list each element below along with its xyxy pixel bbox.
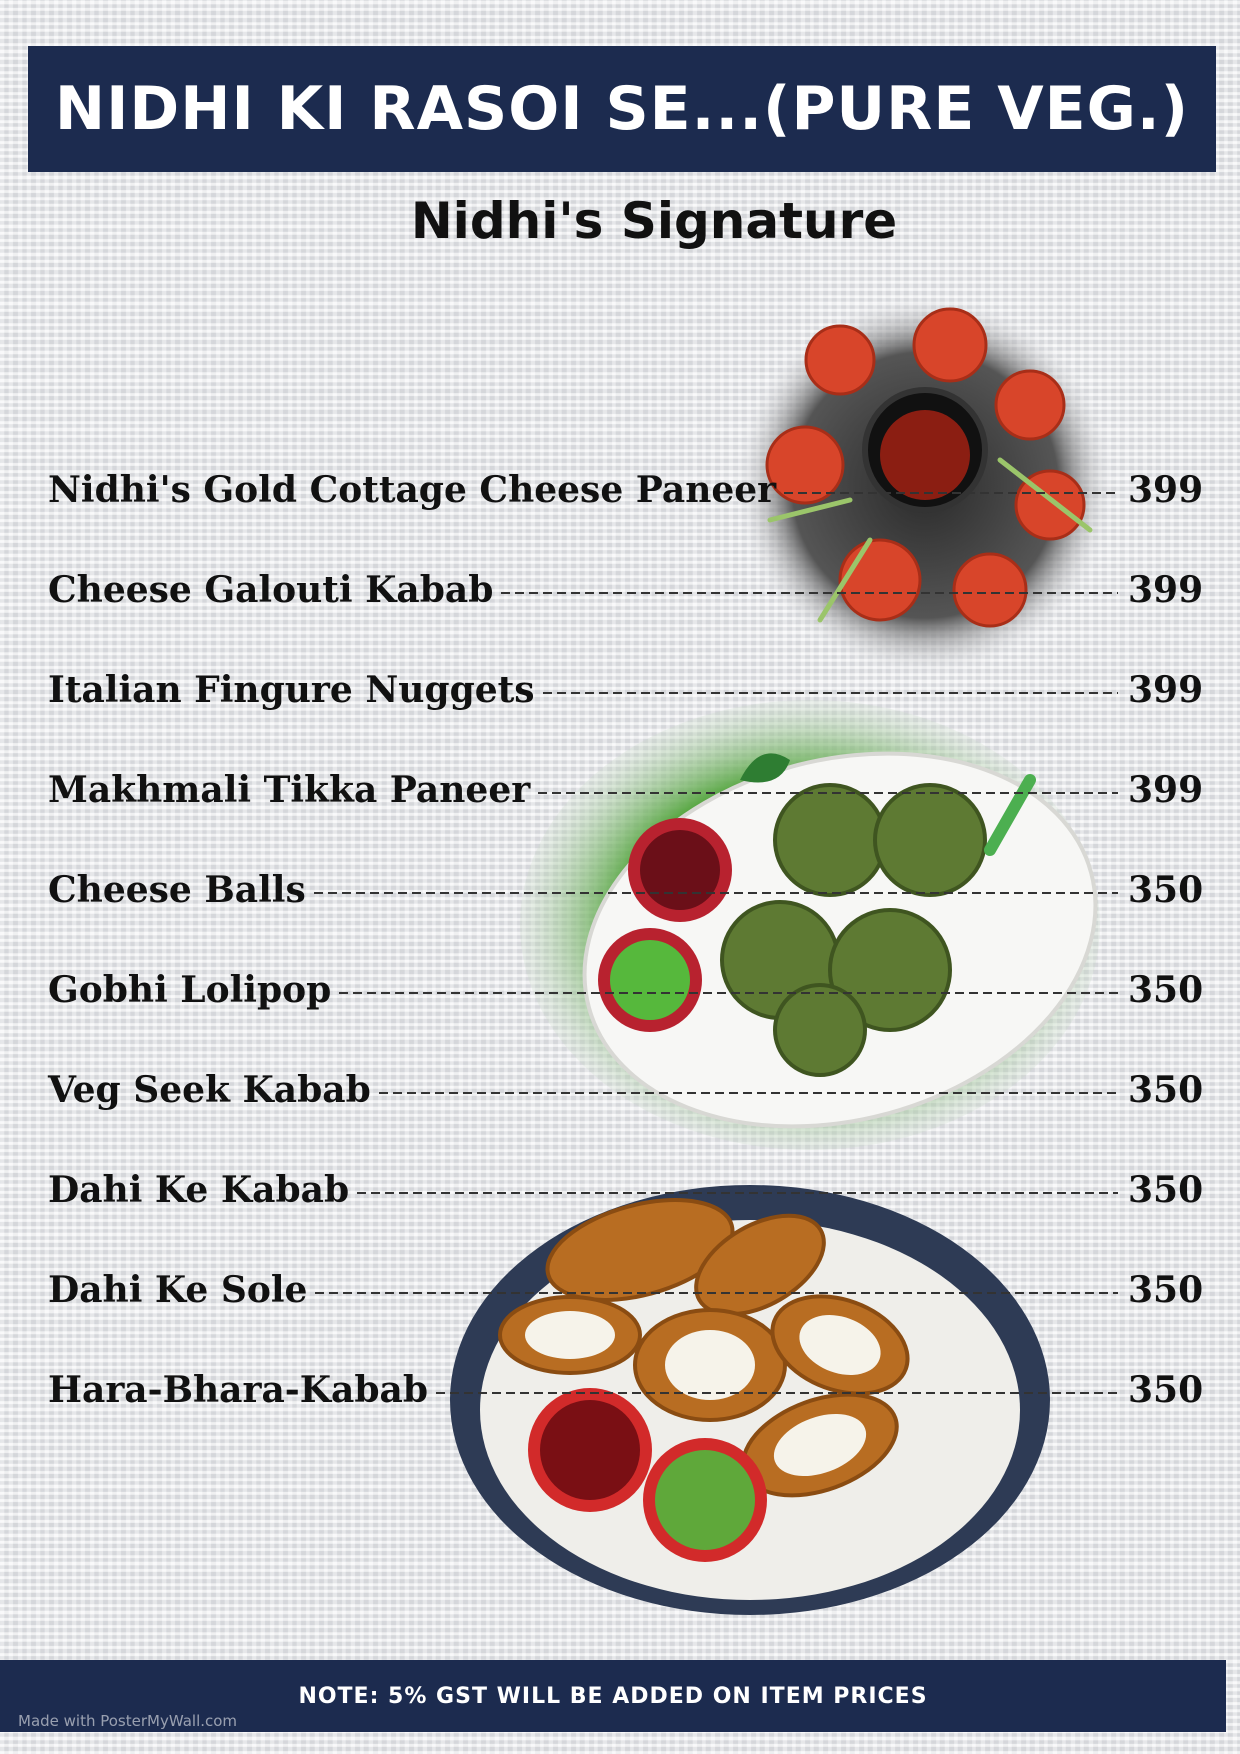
menu-item-name: Cheese Balls [48, 869, 306, 911]
menu-item-name: Nidhi's Gold Cottage Cheese Paneer [48, 469, 777, 511]
menu-item [48, 760, 1204, 820]
menu-item-name: Cheese Galouti Kabab [48, 569, 494, 611]
dotted-leader [538, 792, 1118, 794]
menu-item-name: Veg Seek Kabab [48, 1069, 371, 1111]
dotted-leader [379, 1092, 1118, 1094]
menu-item [48, 860, 1204, 920]
dotted-leader [314, 892, 1118, 894]
dotted-leader [543, 692, 1118, 694]
dotted-leader [339, 992, 1118, 994]
menu-item-name: Dahi Ke Kabab [48, 1169, 350, 1211]
page-title: NIDHI KI RASOI SE...(PURE VEG.) [54, 74, 1190, 144]
menu-item-name: Gobhi Lolipop [48, 969, 332, 1011]
menu-item [48, 660, 1204, 720]
menu-item [48, 460, 1204, 520]
watermark: Made with PosterMyWall.com [18, 1712, 238, 1730]
menu-item-name: Italian Fingure Nuggets [48, 669, 535, 711]
header-banner [28, 46, 1216, 172]
menu-item-price: 399 [1128, 669, 1204, 711]
menu-item-price: 350 [1128, 1069, 1204, 1111]
gst-note: NOTE: 5% GST WILL BE ADDED ON ITEM PRICES [298, 1683, 928, 1709]
menu-item-price: 350 [1128, 869, 1204, 911]
menu-item [48, 1360, 1204, 1420]
dotted-leader [501, 592, 1118, 594]
dotted-leader [784, 492, 1118, 494]
menu-item [48, 1260, 1204, 1320]
menu-item-name: Hara-Bhara-Kabab [48, 1369, 429, 1411]
menu-item-price: 399 [1128, 569, 1204, 611]
menu-item-price: 350 [1128, 1369, 1204, 1411]
menu-item-price: 399 [1128, 469, 1204, 511]
menu-item-price: 350 [1128, 969, 1204, 1011]
menu-item [48, 560, 1204, 620]
menu-item-name: Makhmali Tikka Paneer [48, 769, 531, 811]
menu-item-name: Dahi Ke Sole [48, 1269, 308, 1311]
dotted-leader [436, 1392, 1118, 1394]
menu-item-price: 399 [1128, 769, 1204, 811]
menu-item [48, 1060, 1204, 1120]
menu-item [48, 960, 1204, 1020]
section-subtitle: Nidhi's Signature [410, 192, 898, 250]
menu-item-price: 350 [1128, 1269, 1204, 1311]
dotted-leader [357, 1192, 1118, 1194]
dotted-leader [315, 1292, 1118, 1294]
menu-item [48, 1160, 1204, 1220]
menu-item-price: 350 [1128, 1169, 1204, 1211]
